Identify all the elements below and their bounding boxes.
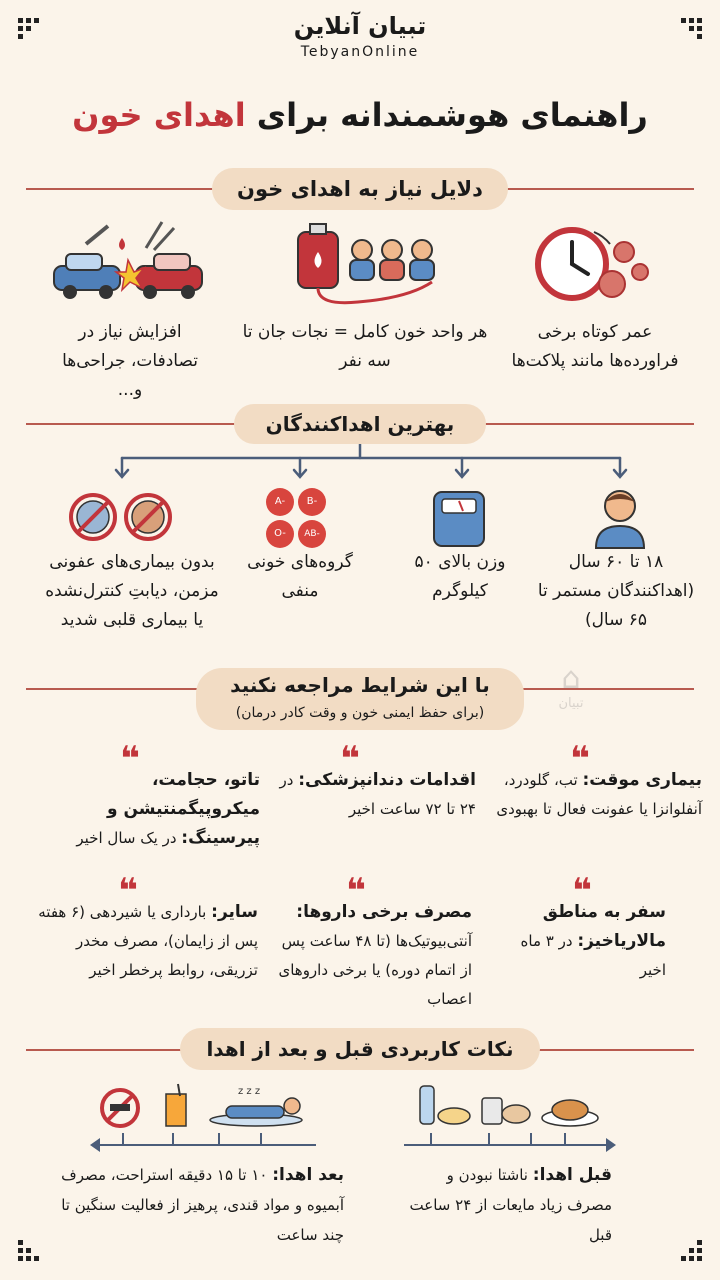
title-prefix: راهنمای هوشمندانه برای (256, 96, 648, 134)
avoid-item-1 (490, 766, 702, 824)
avoid-label: بیماری موقت: (582, 770, 702, 790)
blood-type-badge: A- (266, 488, 294, 516)
title-highlight: اهدای خون (72, 96, 246, 134)
avoid-text: در یک سال اخیر (76, 829, 177, 847)
no-virus-icon (68, 492, 174, 542)
avoid-text: تب، گلودرد، آنفلوانزا یا عفونت فعال تا بهبودی (496, 771, 702, 818)
reason-text-3: افزایش نیاز در تصادفات، جراحی‌ها و... (62, 322, 198, 400)
avoid-label: تاتو، حجامت، میکروپیگمنتیشن و پیرسینگ: (107, 770, 260, 848)
avoid-label: اقدامات دندانپزشکی: (298, 770, 476, 790)
section-tips-heading: نکات کاربردی قبل و بعد از اهدا (180, 1028, 540, 1070)
blood-type-badge: O- (266, 520, 294, 548)
after-timeline (92, 1138, 316, 1152)
blood-bag-people-icon (292, 222, 442, 312)
avoid-heading-subtitle: (برای حفظ ایمنی خون و وقت کادر درمان) (235, 705, 485, 721)
avoid-label: مصرف برخی داروها: (296, 902, 472, 922)
branch-arrows (100, 444, 640, 484)
quote-icon: ❝ (570, 739, 590, 779)
blood-type-badge: AB- (298, 520, 326, 548)
blood-type-badge: B- (298, 488, 326, 516)
avoid-text: در ۲۴ تا ۷۲ ساعت اخیر (279, 771, 476, 818)
virus-clock-icon (528, 222, 658, 312)
section-avoid-heading (196, 668, 524, 730)
corner-ornament-bottom-left (18, 1240, 40, 1262)
tip-text: ناشتا نبودن و مصرف زیاد مایعات از ۲۴ ساعت قبل (409, 1166, 612, 1244)
before-donation-icons (410, 1080, 610, 1130)
watermark-logo: ⌂ تبیان (546, 662, 596, 711)
tip-label: بعد اهدا: (272, 1165, 344, 1185)
brand-logo-fa: تبیان آنلاین (293, 12, 427, 40)
quote-icon: ❝ (340, 739, 360, 779)
avoid-text: در ۳ ماه اخیر (520, 932, 666, 979)
quote-icon: ❝ (572, 871, 592, 911)
before-timeline (404, 1138, 614, 1152)
reason-text-2: هر واحد خون کامل = نجات جان تا سه نفر (242, 322, 488, 371)
before-donation-tip (404, 1160, 612, 1250)
avoid-label: سایر: (211, 902, 258, 922)
person-icon (590, 486, 650, 550)
tip-text: ۱۰ تا ۱۵ دقیقه استراحت، مصرف آبمیوه و مواد قندی، پرهیز از فعالیت سنگین تا چند ساعت (61, 1166, 344, 1244)
donor-text-3: گروه‌های خونی منفی (247, 552, 353, 601)
section-donors-heading: بهترین اهداکنندگان (234, 404, 486, 444)
avoid-item-3 (30, 766, 260, 853)
tip-label: قبل اهدا: (532, 1165, 612, 1185)
after-donation-icons (96, 1080, 316, 1130)
reason-text-1: عمر کوتاه برخی فراورده‌ها مانند پلاکت‌ها (511, 322, 679, 371)
donor-text-4: بدون بیماری‌های عفونی مزمن، دیابتِ کنترل‌نشده یا بیماری قلبی شدید (45, 552, 219, 630)
quote-icon: ❝ (120, 739, 140, 779)
avoid-item-4 (496, 898, 666, 985)
corner-ornament-bottom-right (680, 1240, 702, 1262)
avoid-text: بارداری یا شیردهی (۶ هفته پس از زایمان)، مصرف مخدر تزریقی، روابط پرخطر اخیر (38, 903, 258, 979)
brand-logo-en: TebyanOnline (300, 44, 420, 60)
svg-text:z z z: z z z (238, 1086, 261, 1097)
avoid-label: سفر به مناطق مالاریاخیز: (542, 902, 666, 951)
scale-icon (432, 490, 486, 548)
donor-text-1: ۱۸ تا ۶۰ سال (اهداکنندگان مستمر تا ۶۵ سال) (537, 552, 695, 630)
donor-text-2: وزن بالای ۵۰ کیلوگرم (414, 552, 506, 601)
avoid-item-5 (270, 898, 472, 1014)
page-title (0, 96, 720, 134)
car-crash-surgery-icon (50, 220, 210, 312)
quote-icon: ❝ (346, 871, 366, 911)
blood-type-icon (266, 488, 330, 548)
avoid-item-6 (30, 898, 258, 985)
watermark-text: تبیان (558, 696, 584, 711)
quote-icon: ❝ (118, 871, 138, 911)
avoid-heading-title: با این شرایط مراجعه نکنید (230, 673, 490, 697)
avoid-text: آنتی‌بیوتیک‌ها (تا ۴۸ ساعت پس از اتمام دوره) یا برخی داروهای اعصاب (278, 932, 472, 1008)
avoid-item-2 (268, 766, 476, 824)
section-reasons-heading: دلایل نیاز به اهدای خون (212, 168, 508, 210)
after-donation-tip (54, 1160, 344, 1250)
